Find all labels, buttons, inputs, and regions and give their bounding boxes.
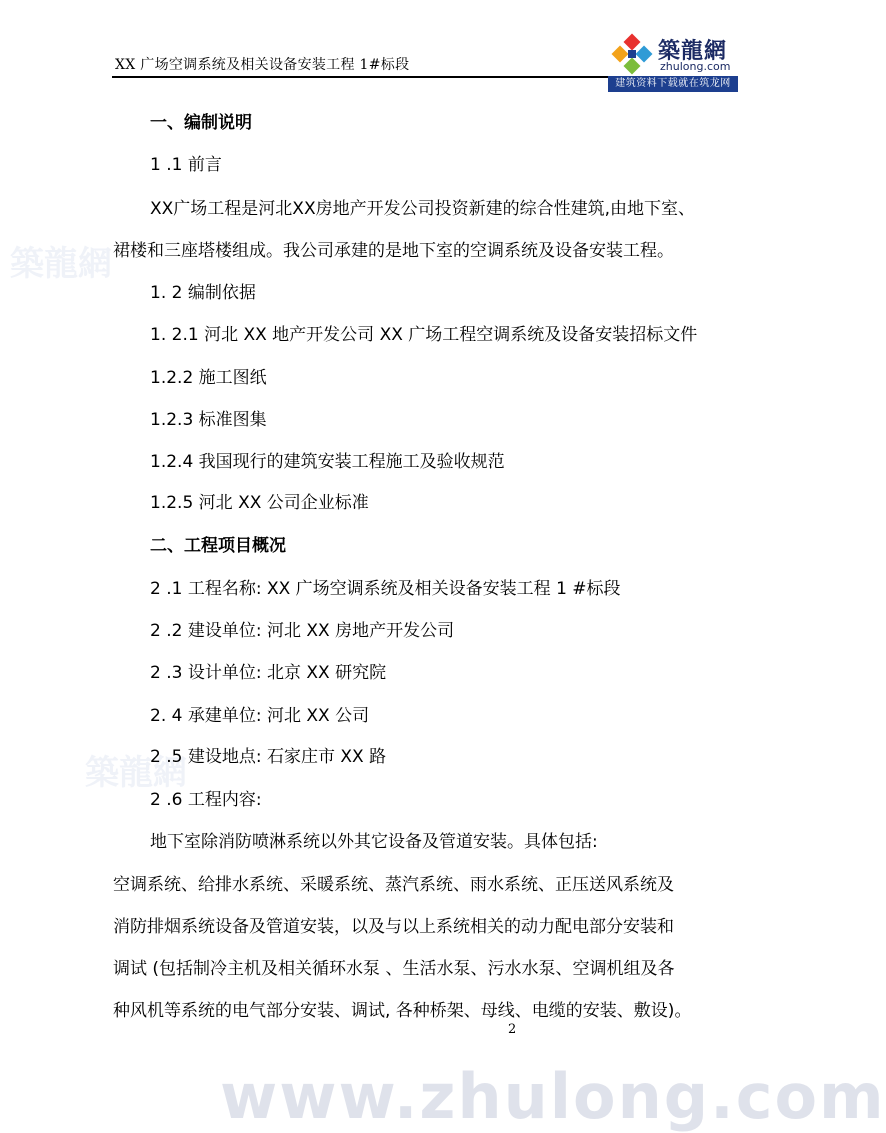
- subsection-2-4: 2. 4 承建单位: 河北 XX 公司: [150, 706, 370, 726]
- subsection-1-2-5: 1.2.5 河北 XX 公司企业标准: [150, 493, 369, 513]
- paragraph-line: 消防排烟系统设备及管道安装，以及与以上系统相关的动力配电部分安装和: [113, 917, 674, 937]
- subsection-1-2-3: 1.2.3 标准图集: [150, 410, 267, 430]
- paragraph-line: 种风机等系统的电气部分安装、调试, 各种桥架、母线、电缆的安装、敷设)。: [113, 1001, 692, 1021]
- subsection-1-1: 1 .1 前言: [150, 155, 222, 175]
- subsection-1-2-1: 1. 2.1 河北 XX 地产开发公司 XX 广场工程空调系统及设备安装招标文件: [150, 325, 698, 345]
- paragraph-line: 裙楼和三座塔楼组成。我公司承建的是地下室的空调系统及设备安装工程。: [113, 241, 674, 261]
- subsection-2-3: 2 .3 设计单位: 北京 XX 研究院: [150, 663, 387, 683]
- paragraph-line: XX广场工程是河北XX房地产开发公司投资新建的综合性建筑,由地下室、: [150, 199, 695, 219]
- subsection-2-6: 2 .6 工程内容:: [150, 790, 262, 810]
- subsection-1-2-4: 1.2.4 我国现行的建筑安装工程施工及验收规范: [150, 452, 505, 472]
- watermark-logo-mid: 築龍網: [85, 753, 187, 793]
- logo-snowflake-icon: [610, 34, 654, 74]
- logo-name: 築龍網: [658, 38, 728, 64]
- watermark-url: www.zhulong.com: [220, 1060, 886, 1133]
- subsection-2-1: 2 .1 工程名称: XX 广场空调系统及相关设备安装工程 1 #标段: [150, 579, 621, 599]
- paragraph-line: 调试 (包括制冷主机及相关循环水泵 、生活水泵、污水水泵、空调机组及各: [113, 959, 675, 979]
- watermark-logo-left: 築龍網: [10, 244, 112, 284]
- document-title: XX 广场空调系统及相关设备安装工程 1#标段: [115, 57, 410, 73]
- zhulong-logo: [608, 32, 738, 94]
- subsection-2-5: 2 .5 建设地点: 石家庄市 XX 路: [150, 747, 387, 767]
- logo-slogan: 建筑资料下载就在筑龙网: [608, 76, 738, 92]
- page-number: 2: [508, 1022, 517, 1037]
- subsection-1-2: 1. 2 编制依据: [150, 283, 256, 303]
- logo-url: zhulong.com: [660, 60, 731, 73]
- paragraph-line: 地下室除消防喷淋系统以外其它设备及管道安装。具体包括:: [150, 832, 598, 852]
- section-heading-1: 一、编制说明: [150, 113, 252, 133]
- paragraph-line: 空调系统、给排水系统、采暖系统、蒸汽系统、雨水系统、正压送风系统及: [113, 875, 674, 895]
- subsection-2-2: 2 .2 建设单位: 河北 XX 房地产开发公司: [150, 621, 455, 641]
- section-heading-2: 二、工程项目概况: [150, 536, 286, 556]
- subsection-1-2-2: 1.2.2 施工图纸: [150, 368, 267, 388]
